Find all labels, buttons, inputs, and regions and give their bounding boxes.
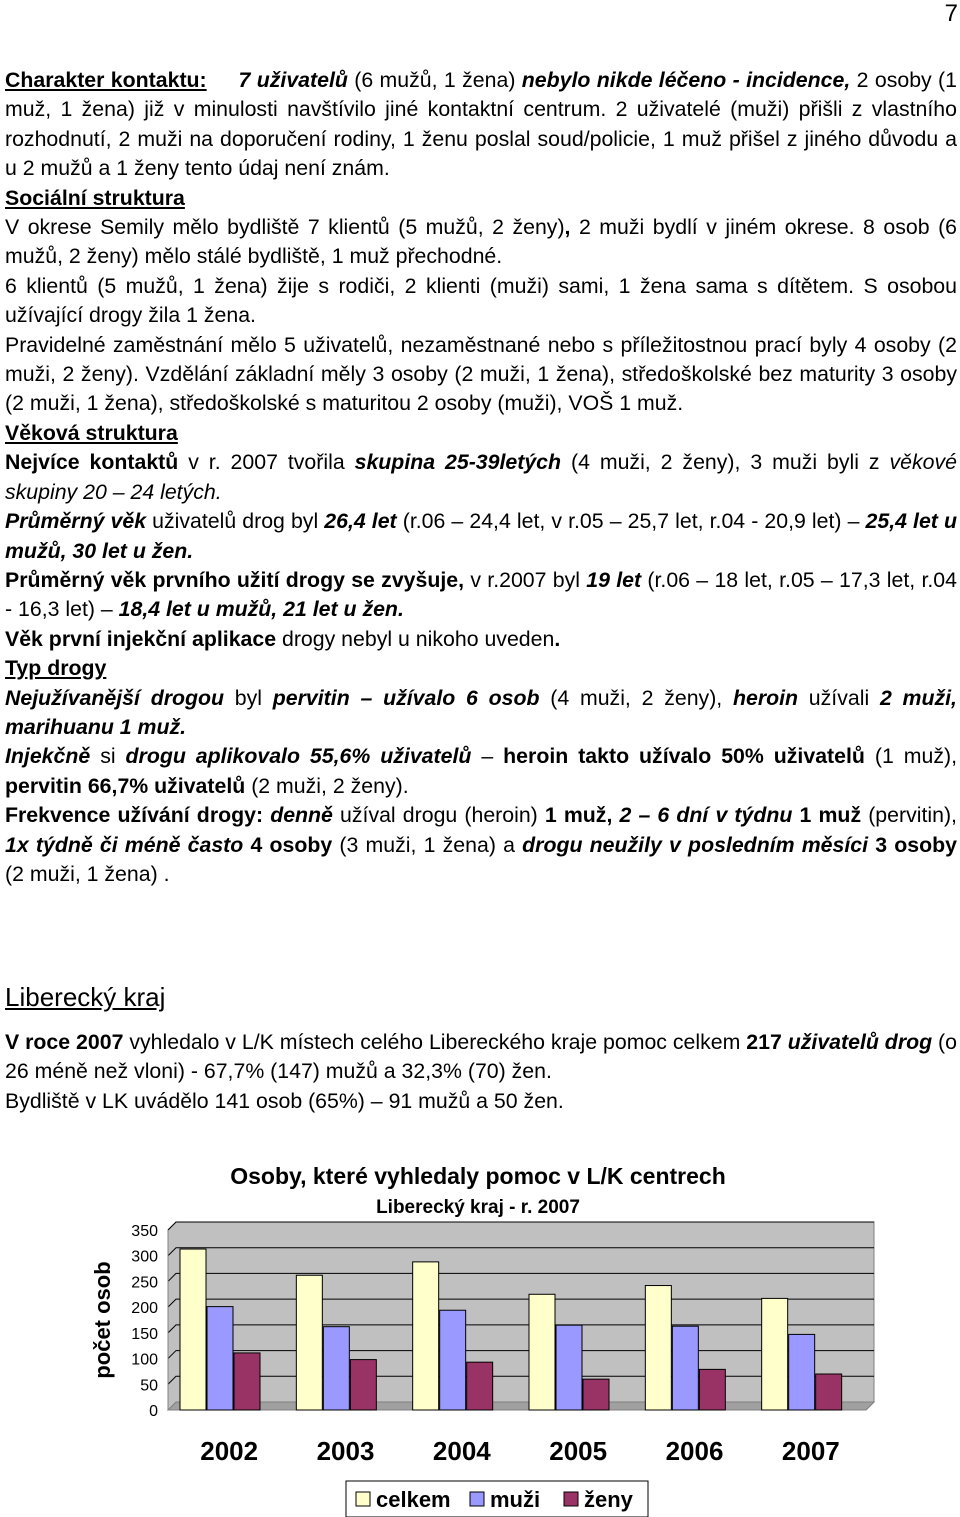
age-text-7: drogy nebyl u nikoho uveden [276, 626, 555, 651]
age-text-3: uživatelů drog byl [146, 509, 325, 534]
y-tick-label: 300 [131, 1248, 158, 1266]
age-period: . [554, 626, 561, 651]
y-tick-label: 250 [131, 1274, 158, 1292]
chart-title: Osoby, které vyhledaly pomoc v L/K centrech [230, 1163, 726, 1189]
drug-p1 [5, 684, 957, 743]
y-tick-label: 150 [131, 1325, 158, 1343]
age-group-25-39: skupina 25-39letých [354, 450, 562, 475]
drug-text-4: si [90, 744, 126, 769]
age-text-5: v r.2007 byl [464, 567, 587, 592]
drug-daily: denně [270, 803, 333, 828]
social-p3 [5, 331, 957, 419]
bar [583, 1379, 609, 1410]
liberec-heading: Liberecký kraj [5, 982, 166, 1012]
bar [762, 1298, 788, 1410]
drug-daily-count: 1 muž, [544, 803, 620, 828]
drug-pervitin-share: pervitin 66,7% uživatelů [5, 773, 246, 798]
drug-p3 [5, 801, 957, 889]
bar [296, 1275, 322, 1410]
age-p3 [5, 566, 957, 625]
bar [440, 1310, 466, 1410]
age-injection-label: Věk první injekční aplikace [5, 626, 277, 651]
x-tick-label: 2002 [200, 1436, 259, 1466]
age-first-use-value: 19 let [586, 567, 642, 592]
bar [816, 1374, 842, 1410]
age-p1 [5, 448, 957, 507]
y-tick-label: 0 [149, 1403, 158, 1420]
liberec-text-2: (o 26 méně než vloni) - 67,7% (147) mužů a 32,3% (70) žen. [5, 1030, 957, 1084]
age-p4 [5, 625, 957, 654]
drug-text-6: (1 muž), [864, 744, 957, 769]
chart-subtitle: Liberecký kraj - r. 2007 [376, 1197, 580, 1218]
page-number: 7 [944, 0, 958, 27]
social-comma: , [564, 215, 571, 240]
age-average-by-sex: 25,4 let u mužů, 30 let u žen. [5, 509, 957, 563]
x-tick-label: 2005 [549, 1436, 608, 1466]
contact-text-2: 2 osoby (1 muž, 1 žena) již v minulosti navštívilo jiné kontaktní centrum. 2 uživatelé (muži) přišli z vlastního rozhodnutí, 2 muži na doporučení rodiny, 1 ženu poslal soud/policie, 1 muž přišel z jiného důvodu a u 2 mužů a 1 ženy tento údaj není znám. [5, 68, 957, 181]
x-tick-label: 2004 [432, 1436, 491, 1466]
drug-weekly: 2 – 6 dní v týdnu [619, 803, 793, 828]
bar [529, 1294, 555, 1410]
drug-injected-share: drogu aplikovalo 55,6% uživatelů [125, 744, 472, 769]
age-p2 [5, 507, 957, 566]
drug-text-11: (2 muži, 1 žena) . [5, 861, 170, 886]
y-tick-label: 100 [131, 1351, 158, 1369]
legend-swatch [356, 1492, 370, 1506]
drug-text-2: (4 muži, 2 ženy), [539, 685, 733, 710]
social-p1 [5, 213, 957, 272]
drug-injected-label: Injekčně [5, 744, 91, 769]
contact-paragraph [5, 66, 957, 184]
legend-label: muži [490, 1487, 541, 1512]
age-text-1: v r. 2007 tvořila [178, 450, 355, 475]
age-heading [5, 419, 957, 448]
contact-users: 7 uživatelů [238, 68, 348, 92]
drug-most-used-label: Nejužívanější drogou [5, 685, 225, 710]
age-first-use-by-sex: 18,4 let u mužů, 21 let u žen. [118, 597, 404, 622]
drug-text-7: (2 muži, 2 ženy). [245, 773, 409, 798]
liberec-p2 [5, 1087, 957, 1116]
bar [350, 1360, 376, 1410]
social-text-4: Pravidelné zaměstnání mělo 5 uživatelů, nezaměstnané nebo s příležitostnou prací byly 4 osoby (2 muži, 2 ženy). Vzdělání základní měly 3 osoby (2 muži, 1 žena), středoškolské bez maturity 3 osoby (2 muži, 1 žena), středoškolské s maturitou 2 osoby (muži), VOŠ 1 muž. [5, 332, 957, 416]
chart-svg [80, 1155, 880, 1517]
bar [645, 1286, 671, 1410]
liberec-drug-users: uživatelů drog [787, 1030, 933, 1054]
drug-text-10: (3 muži, 1 žena) a [332, 832, 523, 857]
bar [413, 1262, 439, 1410]
drug-text-1: byl [224, 685, 273, 710]
age-average-label: Průměrný věk [5, 509, 147, 534]
age-group-20-24: věkové skupiny 20 – 24 letých. [5, 450, 957, 504]
drug-text-8: užíval drogu (heroin) [332, 803, 545, 828]
liberec-text-1: vyhledalo v L/K místech celého Libereckého kraje pomoc celkem [123, 1030, 747, 1054]
drug-text-5: – [471, 744, 504, 769]
y-tick-label: 350 [131, 1223, 158, 1240]
legend-label: ženy [584, 1487, 633, 1512]
contact-incidence: nebylo nikde léčeno - incidence, [521, 68, 851, 92]
social-text-3: 6 klientů (5 mužů, 1 žena) žije s rodiči, 2 klienti (muži) sami, 1 žena sama s dítětem. S osobou užívající drogy žila 1 žena. [5, 273, 957, 328]
drug-weekly-count: 1 muž [792, 803, 862, 828]
legend-label: celkem [376, 1487, 451, 1512]
drug-not-used: drogu neužily v posledním měsíci [522, 832, 869, 857]
bar [234, 1353, 260, 1410]
drug-pervitin: pervitin – užívalo 6 osob [272, 685, 540, 710]
bar [180, 1249, 206, 1410]
bar [699, 1369, 725, 1410]
age-most-contacts: Nejvíce kontaktů [5, 450, 179, 475]
age-text-4: (r.06 – 24,4 let, v r.05 – 25,7 let, r.04 - 20,9 let) – [396, 509, 866, 534]
social-p2 [5, 272, 957, 331]
social-heading-text: Sociální struktura [5, 185, 185, 210]
body-text [5, 66, 957, 889]
x-tick-label: 2006 [665, 1436, 724, 1466]
social-text-1: V okrese Semily mělo bydliště 7 klientů (5 mužů, 2 ženy) [5, 215, 565, 240]
liberec-p1 [5, 1028, 957, 1087]
x-tick-label: 2007 [781, 1436, 840, 1466]
drug-p2 [5, 742, 957, 801]
liberec-text-3: Bydliště v LK uvádělo 141 osob (65%) – 91 mužů a 50 žen. [5, 1088, 564, 1113]
drug-heroin-share: heroin takto užívalo 50% uživatelů [503, 744, 865, 769]
drug-heading-text: Typ drogy [5, 656, 107, 681]
age-text-6: (r.06 – 18 let, r.05 – 17,3 let, r.04 - 16,3 let) – [5, 567, 957, 622]
y-tick-label: 200 [131, 1300, 158, 1318]
drug-text-3: užívali [798, 685, 880, 710]
liberec-year: V roce 2007 [5, 1030, 124, 1054]
social-heading [5, 184, 957, 213]
drug-not-used-count: 3 osoby [868, 832, 957, 857]
bar [556, 1325, 582, 1410]
liberec-total: 217 [746, 1030, 782, 1054]
y-tick-label: 50 [140, 1377, 158, 1395]
age-text-2: (4 muži, 2 ženy), 3 muži byli z [561, 450, 890, 475]
x-tick-label: 2003 [316, 1436, 375, 1466]
social-text-2: 2 muži bydlí v jiném okrese. 8 osob (6 mužů, 2 ženy) mělo stálé bydliště, 1 muž přechodné. [5, 215, 958, 269]
legend-swatch [564, 1492, 578, 1506]
drug-heroin: heroin [732, 685, 799, 710]
age-first-use-label: Průměrný věk prvního užití drogy se zvyšuje, [5, 567, 465, 592]
liberec-section [5, 978, 957, 1116]
legend-swatch [470, 1492, 484, 1506]
drug-marihuana: 2 muži, marihuanu 1 muž. [5, 685, 957, 739]
drug-less-often-count: 4 osoby [243, 832, 333, 857]
drug-frequency-label: Frekvence užívání drogy: [5, 803, 271, 828]
bar [207, 1307, 233, 1410]
y-axis-label: počet osob [90, 1261, 115, 1379]
chart [80, 1155, 880, 1517]
bar [323, 1327, 349, 1410]
bar [672, 1326, 698, 1410]
age-average-value: 26,4 let [324, 509, 397, 534]
drug-text-9: (pervitin), [861, 803, 957, 828]
contact-label: Charakter kontaktu: [5, 68, 207, 92]
bar [789, 1334, 815, 1410]
drug-heading [5, 654, 957, 683]
drug-less-often: 1x týdně či méně často [5, 832, 244, 857]
contact-text-1: (6 mužů, 1 žena) [347, 68, 522, 92]
bar [467, 1362, 493, 1410]
age-heading-text: Věková struktura [5, 420, 178, 445]
